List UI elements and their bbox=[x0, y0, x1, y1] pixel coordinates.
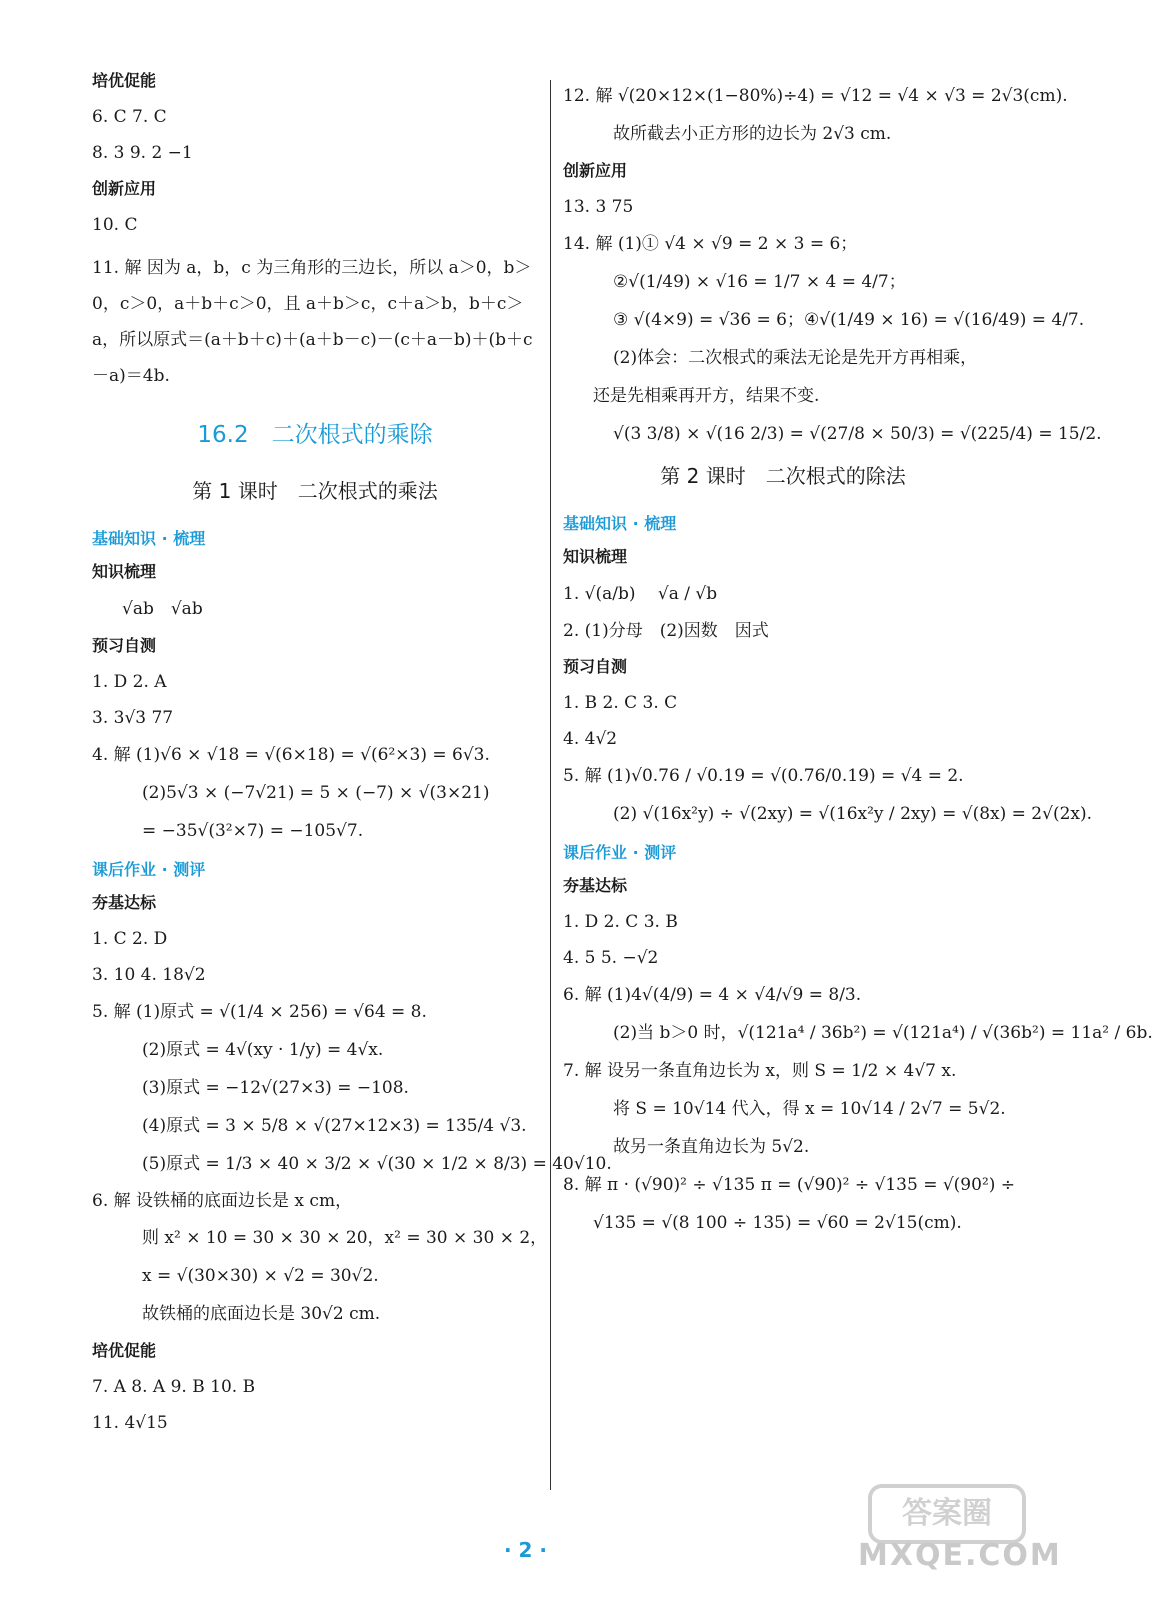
math-line: 7. 解 设另一条直角边长为 x，则 S = 1/2 × 4√7 x. bbox=[563, 1061, 957, 1081]
answer-line: 1. B 2. C 3. C bbox=[563, 693, 678, 713]
math-line: 5. 解 (1)原式 = √(1/4 × 256) = √64 = 8. bbox=[92, 1002, 427, 1022]
answer-line: 3. 10 4. 18√2 bbox=[92, 965, 206, 985]
right-column bbox=[563, 70, 1153, 1249]
section-title: 16.2 二次根式的乘除 bbox=[197, 422, 433, 448]
math-line: (3)原式 = −12√(27×3) = −108. bbox=[142, 1078, 409, 1098]
column-divider bbox=[550, 80, 551, 1490]
lesson-title: 第 2 课时 二次根式的除法 bbox=[660, 464, 906, 488]
answer-line: 6. C 7. C bbox=[92, 107, 167, 127]
answer-line: 7. A 8. A 9. B 10. B bbox=[92, 1377, 256, 1397]
page-number: · 2 · bbox=[503, 1538, 548, 1562]
answer-line: 2. (1)分母 (2)因数 因式 bbox=[563, 621, 769, 641]
math-line: 故铁桶的底面边长是 30√2 cm. bbox=[142, 1304, 381, 1324]
answer-line: 1. D 2. A bbox=[92, 672, 167, 692]
math-line: 6. 解 (1)4√(4/9) = 4 × √4/√9 = 8/3. bbox=[563, 985, 862, 1005]
lesson-title: 第 1 课时 二次根式的乘法 bbox=[192, 479, 438, 503]
math-line: 故所截去小正方形的边长为 2√3 cm. bbox=[613, 124, 892, 144]
math-line: (4)原式 = 3 × 5/8 × √(27×12×3) = 135/4 √3. bbox=[142, 1116, 527, 1136]
subsection-heading: 夯基达标 bbox=[563, 876, 628, 895]
category-heading: 课后作业 · 测评 bbox=[92, 860, 206, 879]
answer-line: 1. D 2. C 3. B bbox=[563, 912, 678, 932]
math-line: (2) √(16x²y) ÷ √(2xy) = √(16x²y / 2xy) = √(8x) = 2√(2x). bbox=[613, 804, 1093, 824]
answer-line: 10. C bbox=[92, 215, 138, 235]
math-line: 还是先相乘再开方，结果不变. bbox=[593, 386, 820, 406]
subsection-heading: 预习自测 bbox=[563, 657, 628, 676]
category-heading: 课后作业 · 测评 bbox=[563, 843, 677, 862]
answer-line: 3. 3√3 77 bbox=[92, 708, 174, 728]
answer-line: 8. 3 9. 2 −1 bbox=[92, 143, 193, 163]
answer-line: 4. 5 5. −√2 bbox=[563, 948, 659, 968]
math-line: 14. 解 (1)① √4 × √9 = 2 × 3 = 6； bbox=[563, 234, 858, 254]
math-line: 1. √(a/b) √a / √b bbox=[563, 584, 718, 604]
math-line: 则 x² × 10 = 30 × 30 × 20，x² = 30 × 30 × 2， bbox=[142, 1228, 548, 1248]
subsection-heading: 预习自测 bbox=[92, 636, 157, 655]
math-line: 5. 解 (1)√0.76 / √0.19 = √(0.76/0.19) = √4 = 2. bbox=[563, 766, 964, 786]
math-line: 4. 解 (1)√6 × √18 = √(6×18) = √(6²×3) = 6√3. bbox=[92, 745, 490, 765]
watermark-logo bbox=[858, 1478, 1062, 1588]
answer-line: 4. 4√2 bbox=[563, 729, 618, 749]
answer-line: 1. C 2. D bbox=[92, 929, 168, 949]
subsection-heading: 创新应用 bbox=[563, 161, 628, 180]
answer-line: 13. 3 75 bbox=[563, 197, 634, 217]
math-line: = −35√(3²×7) = −105√7. bbox=[142, 821, 364, 841]
answer-line: 6. 解 设铁桶的底面边长是 x cm， bbox=[92, 1191, 353, 1211]
math-line: ③ √(4×9) = √36 = 6；④√(1/49 × 16) = √(16/49) = 4/7. bbox=[613, 310, 1085, 330]
subsection-heading: 知识梳理 bbox=[92, 562, 157, 581]
math-line: (2)当 b＞0 时，√(121a⁴ / 36b²) = √(121a⁴) / √(36b²) = 11a² / 6b. bbox=[613, 1023, 1153, 1043]
math-line: 故另一条直角边长为 5√2. bbox=[613, 1137, 810, 1157]
watermark-text: MXQE.COM bbox=[858, 1538, 1062, 1573]
math-line: √ab √ab bbox=[122, 599, 203, 619]
math-line: 8. 解 π · (√90)² ÷ √135 π = (√90)² ÷ √135 = √(90²) ÷ bbox=[563, 1175, 1016, 1195]
answer-paragraph: 11. 解 因为 a，b，c 为三角形的三边长，所以 a＞0，b＞0，c＞0，a＋b＋c＞0，且 a＋b＞c，c＋a＞b，b＋c＞a，所以原式＝(a＋b＋c)＋(a＋b－c)－(c＋a－b)＋(b＋c－a)＝4b. bbox=[92, 258, 533, 386]
math-line: ②√(1/49) × √16 = 1/7 × 4 = 4/7； bbox=[613, 272, 906, 292]
math-line: x = √(30×30) × √2 = 30√2. bbox=[142, 1266, 379, 1286]
category-heading: 基础知识 · 梳理 bbox=[563, 514, 677, 533]
subsection-heading: 知识梳理 bbox=[563, 547, 628, 566]
math-line: (5)原式 = 1/3 × 40 × 3/2 × √(30 × 1/2 × 8/3) = 40√10. bbox=[142, 1154, 612, 1174]
subsection-heading: 夯基达标 bbox=[92, 893, 157, 912]
answer-line: 11. 4√15 bbox=[92, 1413, 168, 1433]
math-line: √(3 3/8) × √(16 2/3) = √(27/8 × 50/3) = √(225/4) = 15/2. bbox=[613, 424, 1102, 444]
math-line: (2)5√3 × (−7√21) = 5 × (−7) × √(3×21) bbox=[142, 783, 490, 803]
subsection-heading: 培优促能 bbox=[92, 1341, 157, 1360]
watermark-logo-mark: 答案圈 bbox=[868, 1484, 1026, 1544]
math-line: √135 = √(8 100 ÷ 135) = √60 = 2√15(cm). bbox=[593, 1213, 962, 1233]
category-heading: 基础知识 · 梳理 bbox=[92, 529, 206, 548]
math-line: (2)体会：二次根式的乘法无论是先开方再相乘， bbox=[613, 348, 978, 368]
math-line: 12. 解 √(20×12×(1−80%)÷4) = √12 = √4 × √3 = 2√3(cm). bbox=[563, 86, 1068, 106]
subsection-heading: 培优促能 bbox=[92, 71, 157, 90]
subsection-heading: 创新应用 bbox=[92, 179, 157, 198]
math-line: 将 S = 10√14 代入，得 x = 10√14 / 2√7 = 5√2. bbox=[613, 1099, 1006, 1119]
math-line: (2)原式 = 4√(xy · 1/y) = 4√x. bbox=[142, 1040, 384, 1060]
